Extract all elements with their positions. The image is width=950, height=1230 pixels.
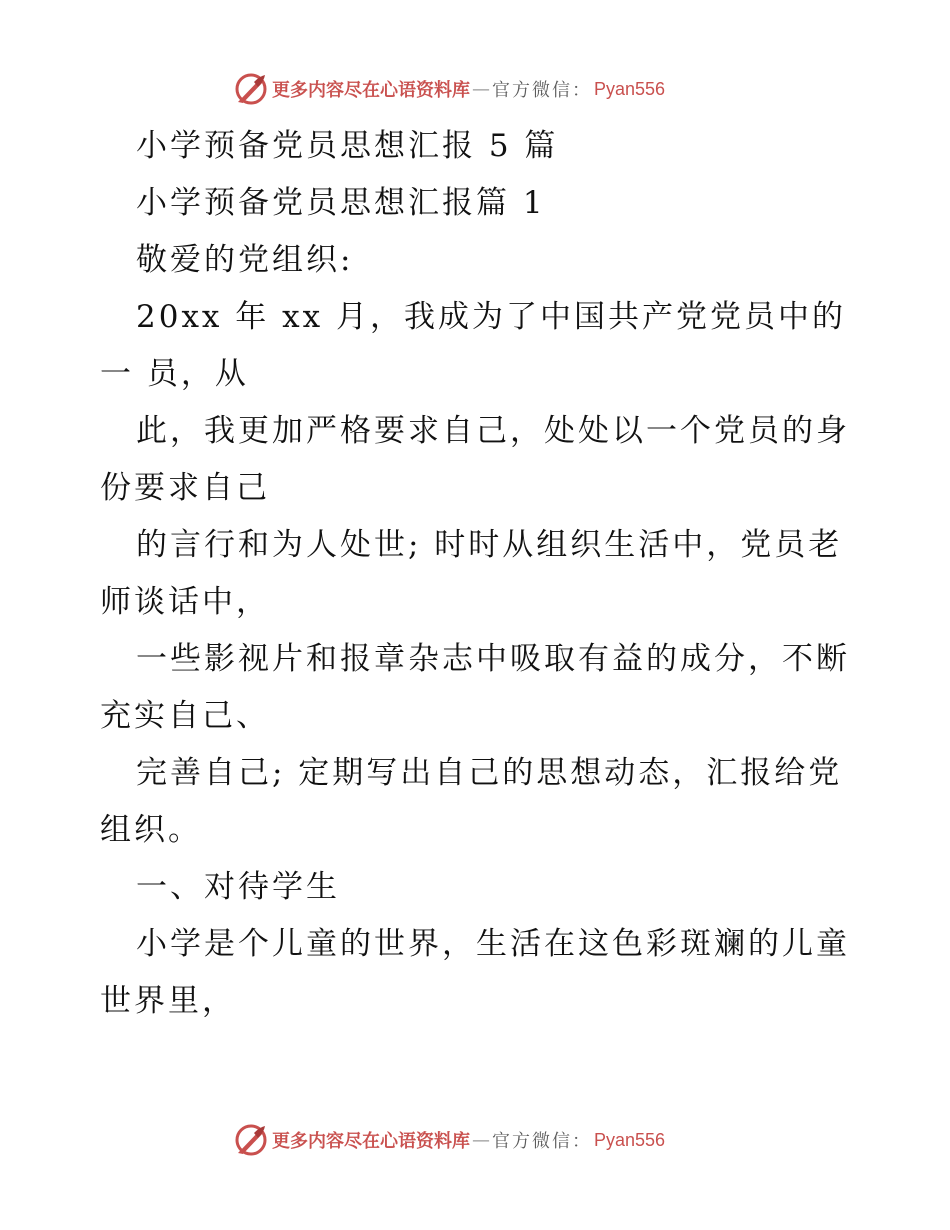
footer-dash: — — [472, 1129, 490, 1151]
paragraph-line: 充实自己、 — [100, 698, 270, 734]
header-dash: — — [472, 78, 490, 100]
doc-title: 小学预备党员思想汇报 5 篇 — [136, 128, 559, 164]
quill-logo-icon — [234, 72, 268, 106]
footer-wechat-id: Pyan556 — [594, 1129, 666, 1150]
paragraph-line: 完善自己; 定期写出自己的思想动态，汇报给党 — [136, 755, 843, 791]
footer-banner — [234, 1123, 714, 1157]
section-title: 小学预备党员思想汇报篇 1 — [136, 185, 546, 221]
footer-brand: 更多内容尽在心语资料库 — [272, 1131, 470, 1152]
paragraph-line: 份要求自己 — [100, 470, 270, 506]
header-banner-text — [272, 76, 665, 102]
paragraph-line: 此，我更加严格要求自己，处处以一个党员的身 — [136, 413, 850, 449]
paragraph-line: 的言行和为人处世; 时时从组织生活中，党员老 — [136, 527, 843, 563]
paragraph-line: 一 员，从 — [100, 356, 249, 392]
header-wechat-id: Pyan556 — [594, 78, 666, 99]
paragraph-line: 20xx 年 xx 月，我成为了中国共产党党员中的 — [136, 299, 846, 335]
paragraph-line: 组织。 — [100, 812, 202, 848]
paragraph-line: 世界里， — [100, 983, 236, 1019]
salutation: 敬爱的党组织: — [136, 242, 354, 278]
paragraph-line: 一些影视片和报章杂志中吸取有益的成分，不断 — [136, 641, 850, 677]
header-official-label: 官方微信： — [492, 80, 592, 101]
footer-banner-text — [272, 1127, 665, 1153]
footer-official-label: 官方微信： — [492, 1131, 592, 1152]
document-body — [100, 118, 852, 1030]
header-banner — [234, 72, 714, 106]
paragraph-line: 师谈话中， — [100, 584, 270, 620]
subheading: 一、对待学生 — [136, 869, 340, 905]
header-brand: 更多内容尽在心语资料库 — [272, 80, 470, 101]
quill-logo-icon — [234, 1123, 268, 1157]
paragraph-line: 小学是个儿童的世界，生活在这色彩斑斓的儿童 — [136, 926, 850, 962]
